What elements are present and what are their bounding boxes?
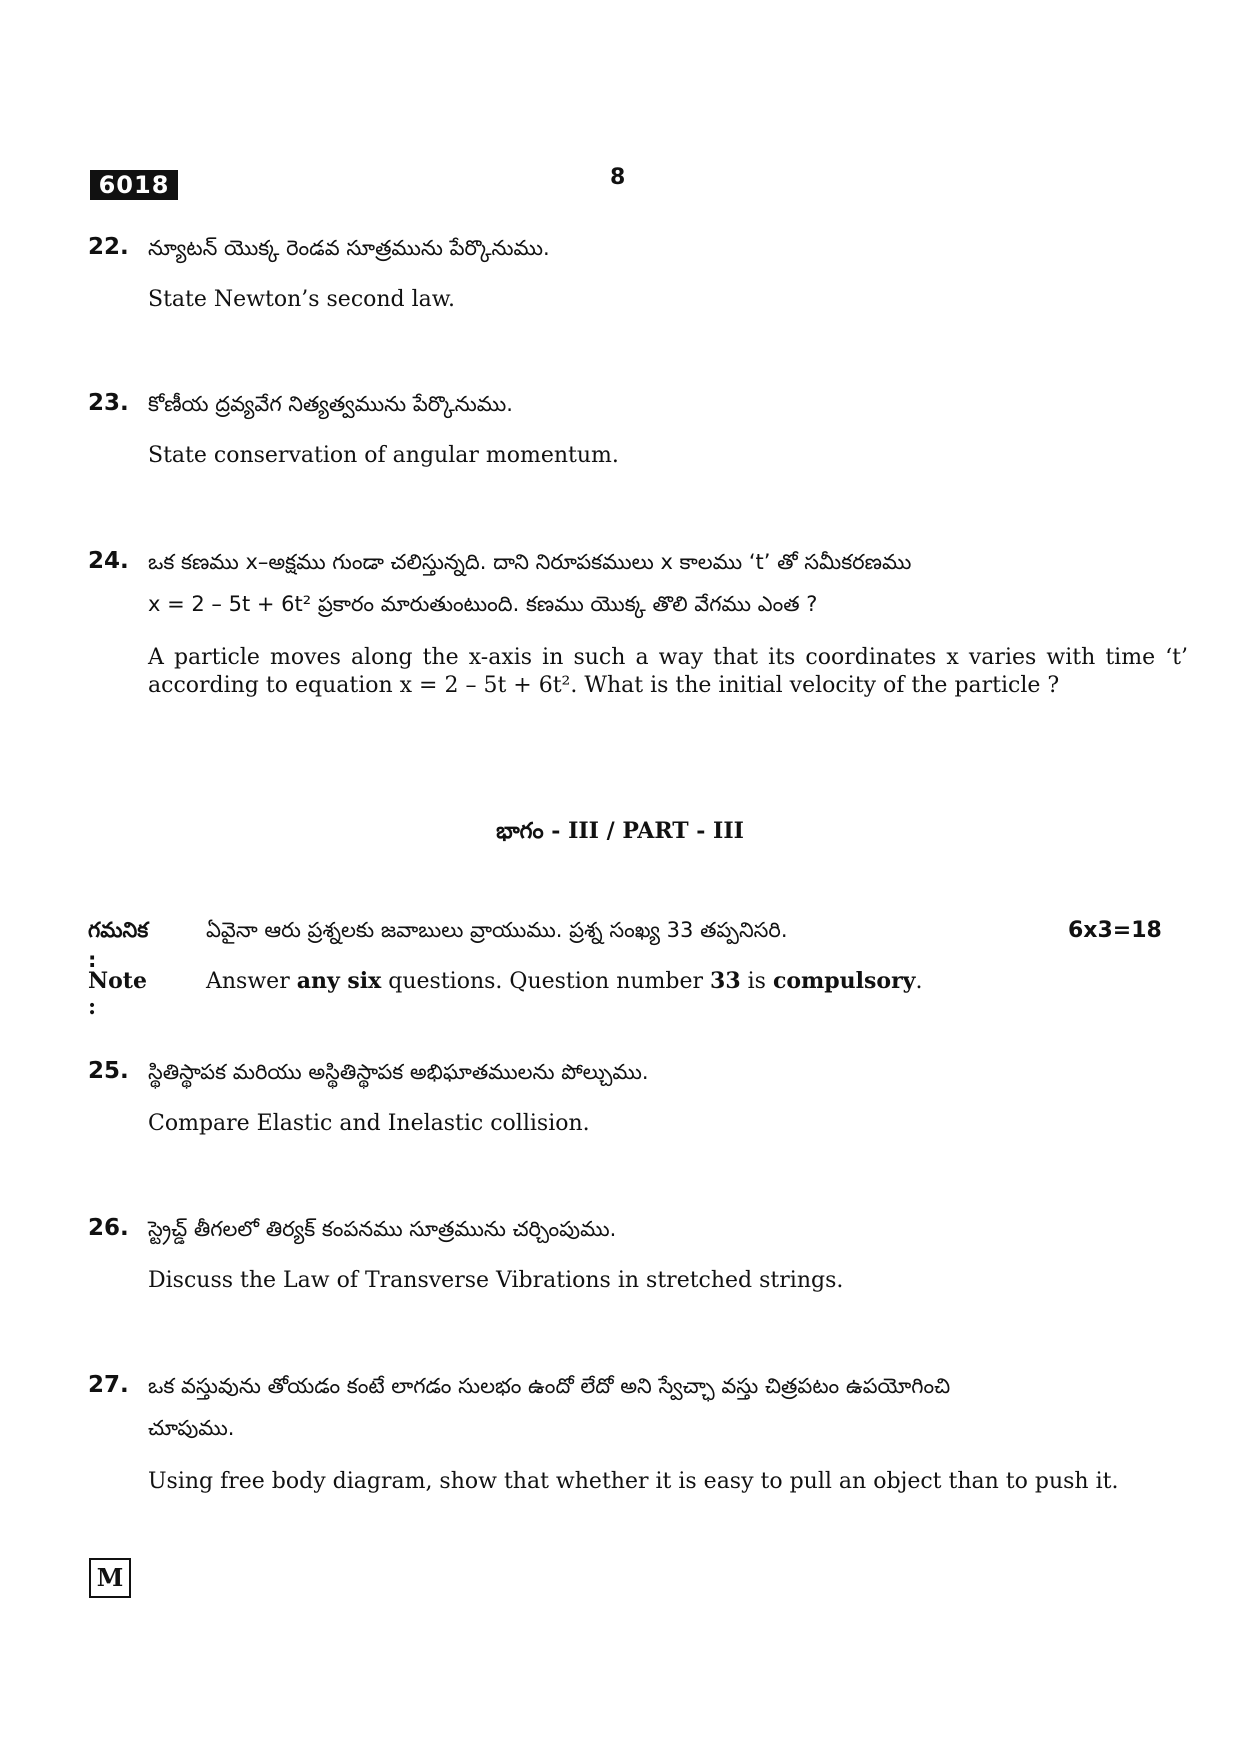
question-telugu-line-1: ఒక వస్తువును తోయడం కంటే లాగడం సులభం ఉందో లేదో అని స్వేచ్ఛా వస్తు చిత్రపటం ఉపయోగించి xyxy=(148,1374,951,1398)
question-number: 24. xyxy=(88,548,129,574)
note-telugu-label: గమనిక : xyxy=(88,918,149,972)
question-telugu: కోణీయ ద్రవ్యవేగ నిత్యత్వమును పేర్కొనుము. xyxy=(148,392,513,416)
question-number: 23. xyxy=(88,390,129,416)
note-telugu-text: ఏవైనా ఆరు ప్రశ్నలకు జవాబులు వ్రాయుము. ప్రశ్న సంఖ్య 33 తప్పనిసరి. xyxy=(206,918,788,942)
question-english: Discuss the Law of Transverse Vibrations in stretched strings. xyxy=(148,1268,844,1293)
question-number: 22. xyxy=(88,234,129,260)
question-telugu: స్ట్రెచ్డ్ తీగలలో తిర్యక్ కంపనము సూత్రమును చర్చింపుము. xyxy=(148,1217,617,1241)
question-telugu: న్యూటన్ యొక్క రెండవ సూత్రమును పేర్కొనుము. xyxy=(148,236,550,260)
question-number: 26. xyxy=(88,1215,129,1241)
question-telugu: స్థితిస్థాపక మరియు అస్థితిస్థాపక అభిఘాతములను పోల్చుము. xyxy=(148,1060,649,1084)
question-english: State conservation of angular momentum. xyxy=(148,443,619,468)
question-telugu-line-1: ఒక కణము x–అక్షము గుండా చలిస్తున్నది. దాని నిరూపకములు x కాలము ‘t’ తో సమీకరణము xyxy=(148,550,912,574)
question-english: Using free body diagram, show that whether it is easy to pull an object than to push it. xyxy=(148,1469,1119,1494)
part-heading: భాగం - III / PART - III xyxy=(496,818,744,844)
question-telugu-line-2: చూపుము. xyxy=(148,1416,235,1440)
page-number: 8 xyxy=(610,165,626,190)
question-english: State Newton’s second law. xyxy=(148,287,456,312)
footer-mark-box: M xyxy=(89,1558,131,1598)
paper-code-badge: 6018 xyxy=(90,170,178,200)
note-english-label: Note : xyxy=(88,968,147,1020)
question-english: A particle moves along the x-axis in such a way that its coordinates x varies with time ‘t’ according to equation x = 2 – 5t + 6t². What is the initial velocity of the particle ? xyxy=(148,645,1188,698)
note-english-text: Answer any six questions. Question number 33 is compulsory. xyxy=(206,968,923,994)
question-number: 25. xyxy=(88,1058,129,1084)
question-telugu-line-2: x = 2 – 5t + 6t² ప్రకారం మారుతుంటుంది. కణము యొక్క తొలి వేగము ఎంత ? xyxy=(148,592,818,616)
question-number: 27. xyxy=(88,1372,129,1398)
marks-allocation: 6x3=18 xyxy=(1068,918,1162,943)
question-english: Compare Elastic and Inelastic collision. xyxy=(148,1111,590,1136)
